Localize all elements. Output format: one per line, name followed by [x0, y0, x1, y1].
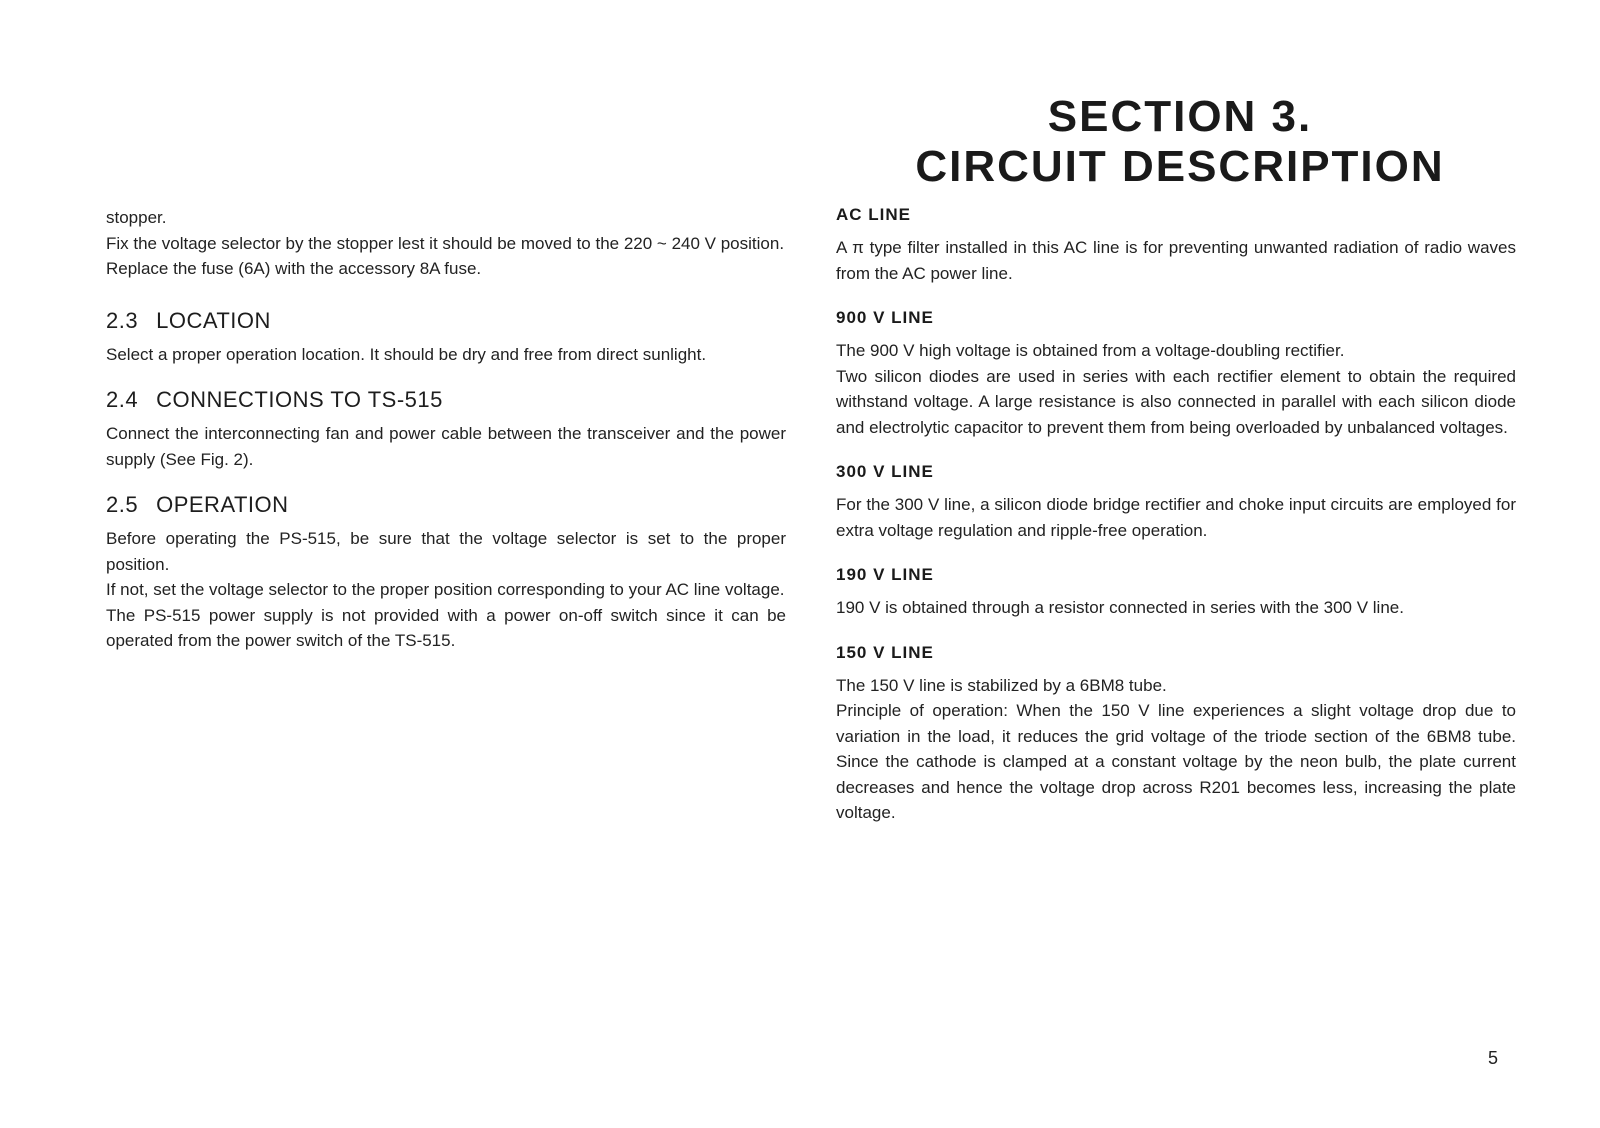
- subsection-heading: 300 V LINE: [836, 462, 934, 481]
- subsection-heading: 150 V LINE: [836, 642, 934, 662]
- block-190v-line: [836, 565, 1516, 621]
- section-title: [880, 92, 1480, 192]
- page-number: 5: [1488, 1048, 1499, 1068]
- paragraph: If not, set the voltage selector to the proper position corresponding to your AC line voltage.: [106, 580, 785, 599]
- intro-line: Replace the fuse (6A) with the accessory 8A fuse.: [106, 259, 482, 278]
- section-heading: [106, 492, 786, 518]
- section-connections: [106, 387, 786, 472]
- left-column: [106, 205, 786, 654]
- paragraph: A π type filter installed in this AC line is for preventing unwanted radiation of radio waves from the AC power line.: [836, 238, 1516, 283]
- section-location: [106, 308, 786, 368]
- section-heading: [106, 308, 786, 334]
- block-900v-line: [836, 308, 1516, 440]
- section-title-line2: CIRCUIT DESCRIPTION: [915, 142, 1445, 191]
- paragraph: The 900 V high voltage is obtained from a voltage-doubling rectifier.: [836, 341, 1345, 360]
- block-300v-line: [836, 462, 1516, 543]
- paragraph: 190 V is obtained through a resistor connected in series with the 300 V line.: [836, 598, 1404, 617]
- section-operation: [106, 492, 786, 654]
- section-number: 2.5: [106, 492, 139, 517]
- paragraph: The 150 V line is stabilized by a 6BM8 tube.: [836, 675, 1167, 695]
- section-heading-text: CONNECTIONS TO TS-515: [156, 387, 443, 412]
- section-title-line1: SECTION 3.: [1047, 92, 1313, 141]
- paragraph: Select a proper operation location. It should be dry and free from direct sunlight.: [106, 344, 707, 364]
- paragraph: The PS-515 power supply is not provided with a power on-off switch since it can be operated from the power switch of the TS-515.: [106, 605, 786, 650]
- paragraph: For the 300 V line, a silicon diode bridge rectifier and choke input circuits are employed for extra voltage regulation and ripple-free operation.: [836, 495, 1516, 540]
- section-number: 2.3: [106, 307, 139, 333]
- paragraph: Before operating the PS-515, be sure that the voltage selector is set to the proper position.: [106, 529, 786, 574]
- section-heading-text: OPERATION: [156, 492, 289, 517]
- paragraph: Two silicon diodes are used in series with each rectifier element to obtain the required withstand voltage. A large resistance is also connected in parallel with each silicon diode and electrolytic capacitor to prevent them from being overloaded by unbalanced voltages.: [836, 366, 1516, 437]
- subsection-heading: AC LINE: [836, 205, 911, 224]
- section-heading: [106, 387, 786, 413]
- intro-line: Fix the voltage selector by the stopper lest it should be moved to the 220 ~ 240 V position.: [106, 233, 785, 253]
- right-column: [836, 205, 1516, 848]
- intro-line: stopper.: [106, 208, 167, 227]
- block-ac-line: [836, 205, 1516, 286]
- paragraph: Principle of operation: When the 150 V line experiences a slight voltage drop due to variation in the load, it reduces the grid voltage of the triode section of the 6BM8 tube. Since the cathode is clamped at a constant voltage by the neon bulb, the plate current decreases and hence the voltage drop across R201 becomes less, increasing the plate voltage.: [836, 701, 1516, 822]
- section-number: 2.4: [106, 387, 139, 412]
- paragraph: Connect the interconnecting fan and power cable between the transceiver and the power supply (See Fig. 2).: [106, 424, 786, 469]
- block-150v-line: [836, 643, 1516, 826]
- subsection-heading: 900 V LINE: [836, 308, 934, 327]
- section-heading-text: LOCATION: [156, 307, 271, 333]
- subsection-heading: 190 V LINE: [836, 565, 934, 584]
